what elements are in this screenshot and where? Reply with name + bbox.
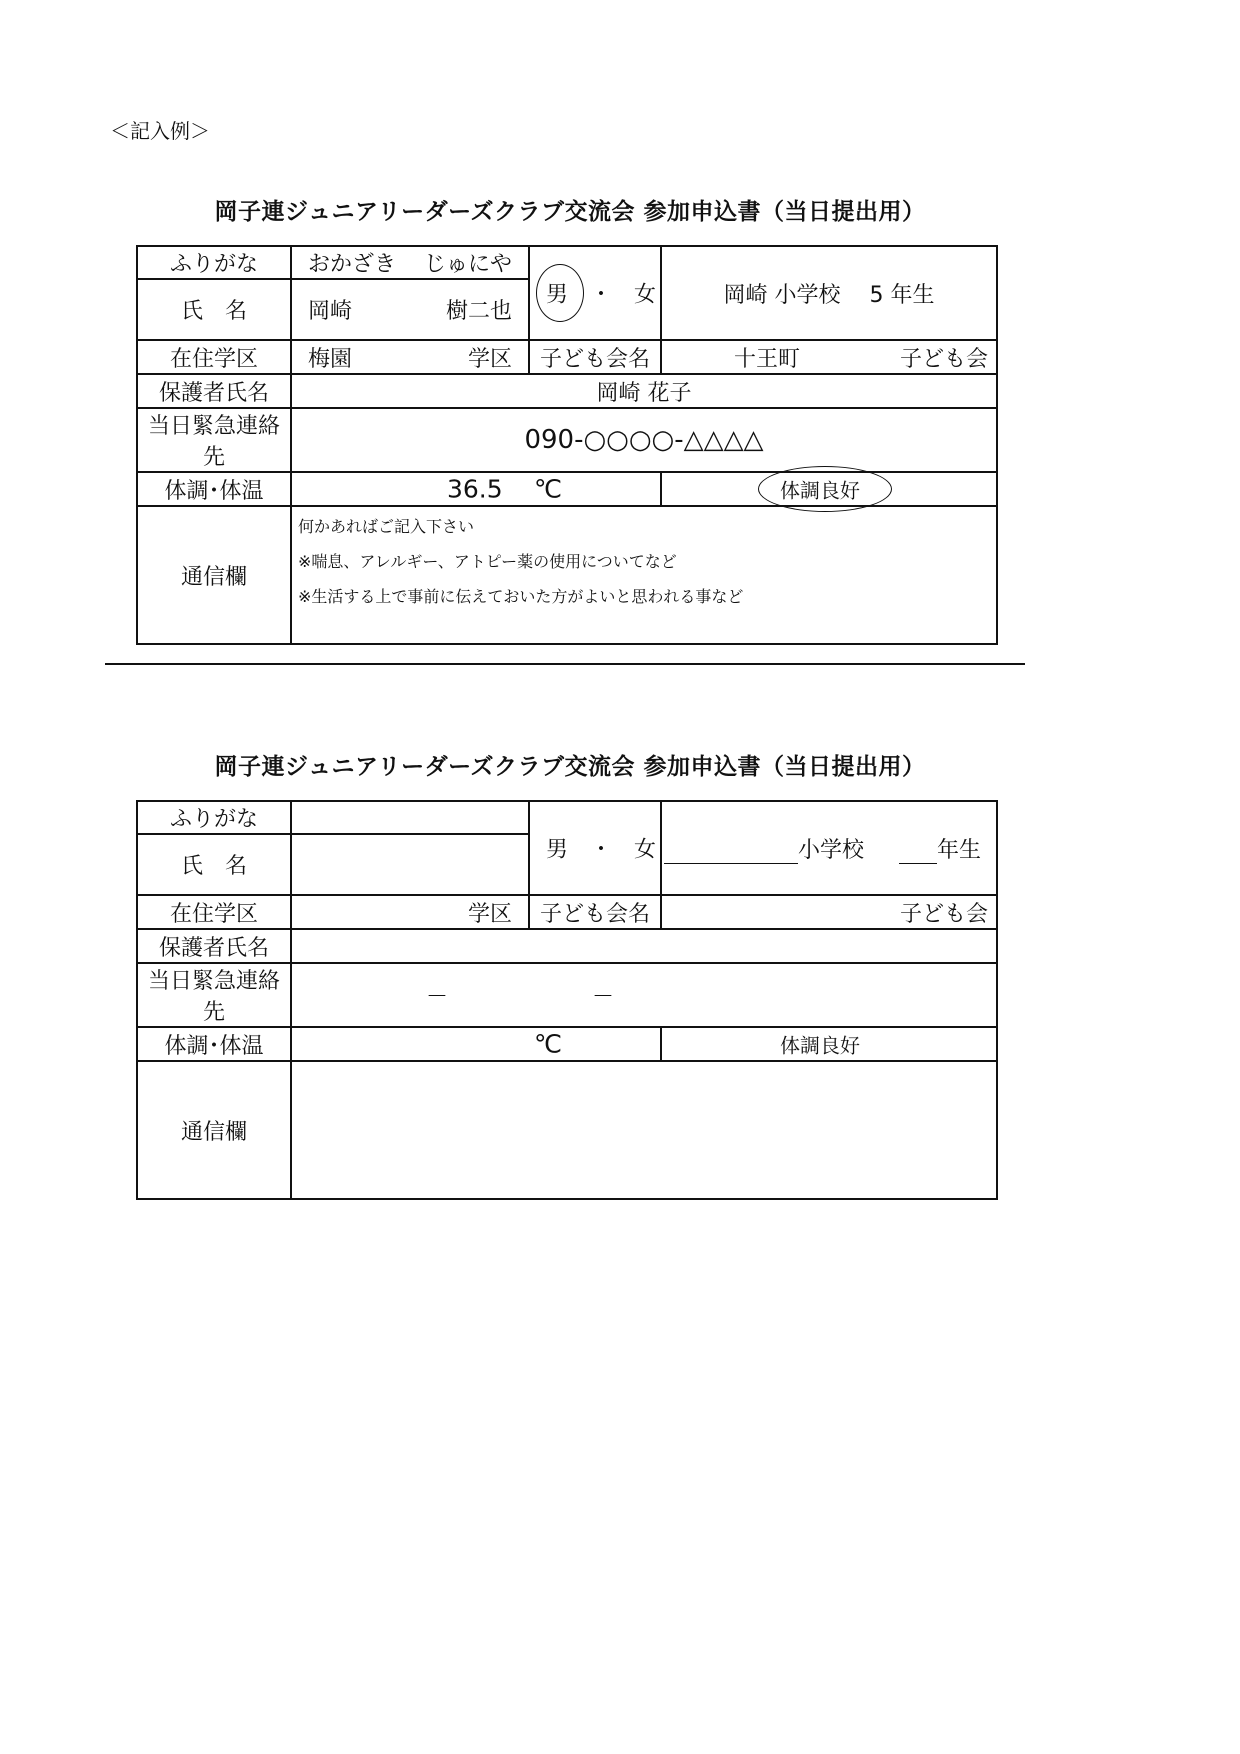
condition-label: 体調･体温 bbox=[137, 1027, 291, 1061]
temperature-cell bbox=[291, 472, 661, 506]
celsius-unit: ℃ bbox=[534, 474, 563, 504]
emergency-label: 当日緊急連絡先 bbox=[137, 963, 291, 1027]
memo-input[interactable] bbox=[291, 1061, 997, 1199]
gender-cell bbox=[529, 246, 661, 340]
school-grade-value: 岡崎 小学校 5 年生 bbox=[661, 246, 997, 340]
memo-line: ※生活する上で事前に伝えておいた方がよいと思われる事など bbox=[298, 587, 744, 606]
guardian-input[interactable] bbox=[291, 929, 997, 963]
gender-male: 男 bbox=[546, 282, 569, 308]
grade-label: 年生 bbox=[937, 837, 982, 863]
kodomokai-input[interactable] bbox=[661, 895, 997, 929]
good-condition-text[interactable]: 体調良好 bbox=[780, 1033, 860, 1058]
phone-dash: － bbox=[592, 984, 615, 1010]
good-condition-cell bbox=[661, 472, 997, 506]
kodomokai-name: 十王町 bbox=[734, 346, 801, 372]
kodomokai-label: 子ども会名 bbox=[529, 895, 661, 929]
kodomokai-suffix: 子ども会 bbox=[899, 901, 988, 927]
gender-male[interactable]: 男 bbox=[546, 837, 569, 863]
memo-label: 通信欄 bbox=[137, 1061, 291, 1199]
furigana-first: じゅにや bbox=[423, 252, 512, 277]
district-name: 梅園 bbox=[308, 346, 353, 372]
memo-line: 何かあればご記入下さい bbox=[298, 517, 475, 536]
furigana-label: ふりがな bbox=[137, 246, 291, 279]
blank-form bbox=[136, 800, 996, 1200]
district-suffix: 学区 bbox=[467, 901, 512, 927]
school-grade-cell[interactable] bbox=[661, 801, 997, 895]
condition-label: 体調･体温 bbox=[137, 472, 291, 506]
kodomokai-label: 子ども会名 bbox=[529, 340, 661, 374]
name-label: 氏 名 bbox=[137, 279, 291, 340]
district-label: 在住学区 bbox=[137, 340, 291, 374]
district-suffix: 学区 bbox=[467, 346, 512, 372]
phone-dash: － bbox=[426, 984, 449, 1010]
celsius-unit: ℃ bbox=[534, 1029, 563, 1059]
form-title-example: 岡子連ジュニアリーダーズクラブ交流会 参加申込書（当日提出用） bbox=[214, 199, 926, 225]
name-first: 樹二也 bbox=[445, 299, 512, 324]
name-label: 氏 名 bbox=[137, 834, 291, 895]
guardian-label: 保護者氏名 bbox=[137, 374, 291, 408]
temperature-input[interactable] bbox=[291, 1027, 661, 1061]
kodomokai-suffix: 子ども会 bbox=[899, 346, 988, 372]
furigana-input[interactable] bbox=[291, 801, 529, 834]
kodomokai-value bbox=[661, 340, 997, 374]
name-value bbox=[291, 279, 529, 340]
district-input[interactable] bbox=[291, 895, 529, 929]
good-condition-cell[interactable] bbox=[661, 1027, 997, 1061]
school-blank[interactable] bbox=[664, 837, 798, 864]
good-condition-text: 体調良好 bbox=[780, 478, 860, 503]
gender-cell[interactable] bbox=[529, 801, 661, 895]
gender-female: ・ 女 bbox=[590, 282, 657, 308]
grade-blank[interactable] bbox=[899, 837, 937, 864]
memo-label: 通信欄 bbox=[137, 506, 291, 644]
furigana-last: おかざき bbox=[308, 252, 397, 277]
memo-line: ※喘息、アレルギー、アトピー薬の使用についてなど bbox=[298, 552, 677, 571]
gender-female[interactable]: ・ 女 bbox=[590, 837, 657, 863]
cut-line-divider bbox=[105, 663, 1025, 665]
guardian-value: 岡崎 花子 bbox=[291, 374, 997, 408]
name-input[interactable] bbox=[291, 834, 529, 895]
district-label: 在住学区 bbox=[137, 895, 291, 929]
memo-value bbox=[291, 506, 997, 644]
example-form bbox=[136, 245, 996, 645]
temperature-value: 36.5 bbox=[447, 474, 503, 504]
furigana-value bbox=[291, 246, 529, 279]
emergency-value: 090-○○○○-△△△△ bbox=[291, 408, 997, 472]
emergency-input[interactable] bbox=[291, 963, 997, 1027]
elementary-label: 小学校 bbox=[798, 837, 865, 863]
form-title-blank: 岡子連ジュニアリーダーズクラブ交流会 参加申込書（当日提出用） bbox=[214, 754, 926, 780]
name-last: 岡崎 bbox=[308, 299, 353, 324]
emergency-label: 当日緊急連絡先 bbox=[137, 408, 291, 472]
district-value bbox=[291, 340, 529, 374]
furigana-label: ふりがな bbox=[137, 801, 291, 834]
example-label: ＜記入例＞ bbox=[110, 119, 210, 143]
guardian-label: 保護者氏名 bbox=[137, 929, 291, 963]
